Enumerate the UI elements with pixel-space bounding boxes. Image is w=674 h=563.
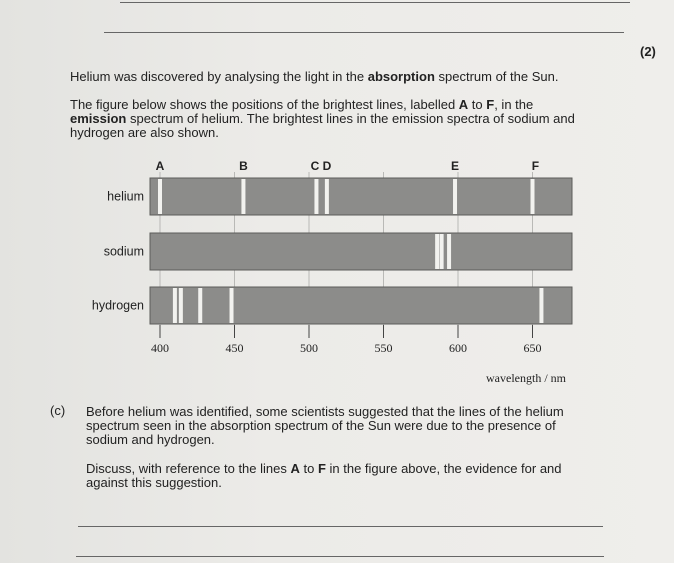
figure-description: The figure below shows the positions of the brightest lines, labelled A to F, in the emission spectrum of helium. The brightest lines in the emission spectra of sodium and hydrogen are also shown. [70,97,575,140]
hydrogen-line-427 [198,288,202,323]
hydrogen-line-448 [230,288,234,323]
sodium-line-586 [435,234,439,269]
helium-line-505 [314,179,318,214]
helium-line-400 [158,179,162,214]
hydrogen-line-656 [539,288,543,323]
hydrogen-line-410 [173,288,177,323]
axis-tick-label-600: 600 [449,341,467,355]
part-c-question: Before helium was identified, some scientists suggested that the lines of the helium spectrum seen in the absorption spectrum of the Sun were due to the presence of sodium and hydrogen. [86,404,564,447]
line-letter-E: E [451,159,460,173]
part-c-instruction: Discuss, with reference to the lines A to F in the figure above, the evidence for and against this suggestion. [86,461,562,490]
line-letter-CD: C D [310,159,332,173]
sodium-line-594 [447,234,451,269]
sodium-band [150,233,572,270]
helium-line-650 [531,179,535,214]
spectra-layer [92,159,572,385]
line-letter-A: A [155,159,165,173]
hydrogen-line-414 [179,288,183,323]
answer-line-1[interactable] [78,526,603,527]
helium-line-456 [241,179,245,214]
helium-line-598 [453,179,457,214]
answer-line-2[interactable] [76,556,604,557]
axis-tick-label-450: 450 [225,341,244,355]
row-label-helium: helium [107,189,144,204]
helium-line-512 [325,179,329,214]
part-c-label: (c) [50,403,66,418]
sodium-line-589 [440,234,444,269]
row-label-hydrogen: hydrogen [91,298,144,313]
marks-label: (2) [640,44,656,59]
helium-band [150,178,572,215]
axis-tick-label-500: 500 [300,341,318,355]
axis-tick-label-400: 400 [151,341,169,355]
intro-text: Helium was discovered by analysing the light in the absorption spectrum of the Sun. [70,69,559,84]
hydrogen-band [150,287,572,324]
axis-tick-label-550: 550 [374,341,393,355]
row-label-sodium: sodium [103,244,144,259]
line-letter-F: F [531,159,540,173]
axis-title: wavelength / nm [486,371,566,385]
axis-tick-label-650: 650 [523,341,542,355]
line-letter-B: B [239,159,248,173]
